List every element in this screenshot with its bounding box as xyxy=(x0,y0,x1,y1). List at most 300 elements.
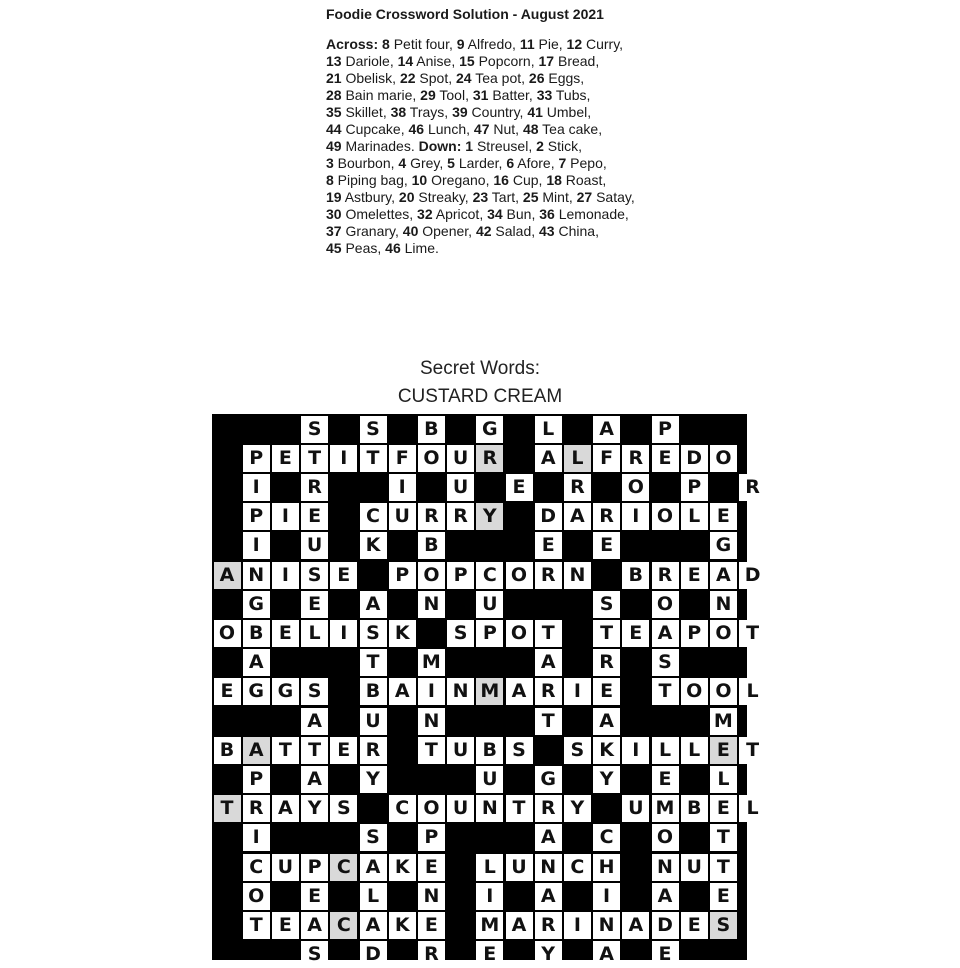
answer-word: Bourbon, xyxy=(333,155,399,171)
grid-cell: N xyxy=(710,591,737,618)
clue-number: 43 xyxy=(539,223,555,239)
grid-cell: D xyxy=(681,445,708,472)
grid-cell: S xyxy=(360,620,387,647)
grid-cell: U xyxy=(360,708,387,735)
grid-cell: N xyxy=(476,795,503,822)
grid-cell: I xyxy=(272,503,299,530)
grid-cell: C xyxy=(330,912,357,939)
grid-cell: E xyxy=(652,941,679,968)
clue-number: 29 xyxy=(420,87,436,103)
grid-cell: B xyxy=(681,795,708,822)
grid-cell: A xyxy=(360,591,387,618)
grid-cell: E xyxy=(418,854,445,881)
grid-cell: L xyxy=(535,416,562,443)
grid-cell: G xyxy=(243,591,270,618)
answer-word: Popcorn, xyxy=(474,53,539,69)
grid-cell: P xyxy=(389,562,416,589)
answer-word: Pepo, xyxy=(566,155,607,171)
clue-number: 46 xyxy=(408,121,425,137)
grid-cell: E xyxy=(214,678,241,705)
grid-cell: G xyxy=(243,678,270,705)
grid-cell: E xyxy=(681,562,708,589)
clue-number: 22 xyxy=(399,70,416,86)
grid-cell: E xyxy=(330,737,357,764)
answers-text xyxy=(326,36,686,257)
clue-number: 12 xyxy=(566,36,583,52)
grid-cell: E xyxy=(330,562,357,589)
answer-word: Pie, xyxy=(534,36,567,52)
grid-cell: E xyxy=(506,474,533,501)
clue-number: 37 xyxy=(326,223,342,239)
grid-cell: U xyxy=(622,795,649,822)
grid-cell: E xyxy=(652,766,679,793)
grid-cell: E xyxy=(710,883,737,910)
grid-cell: E xyxy=(710,503,737,530)
grid-cell: T xyxy=(301,737,328,764)
grid-cell: L xyxy=(301,620,328,647)
grid-cell: Y xyxy=(301,795,328,822)
grid-cell: Y xyxy=(360,766,387,793)
answer-word: Streaky, xyxy=(414,189,473,205)
answer-word: China, xyxy=(554,223,599,239)
answer-word: Oregano, xyxy=(427,172,494,188)
grid-cell: E xyxy=(301,883,328,910)
grid-cell: E xyxy=(710,795,737,822)
clue-number: 11 xyxy=(519,36,535,52)
clue-number: 2 xyxy=(536,138,544,154)
grid-cell: E xyxy=(418,912,445,939)
grid-cell: R xyxy=(243,795,270,822)
grid-cell: B xyxy=(622,562,649,589)
answer-word: Omelettes, xyxy=(341,206,418,222)
answer-word: Stick, xyxy=(543,138,583,154)
grid-cell: G xyxy=(476,416,503,443)
answer-word: Country, xyxy=(467,104,528,120)
grid-cell: A xyxy=(652,620,679,647)
grid-cell: B xyxy=(476,737,503,764)
clue-number: 31 xyxy=(472,87,489,103)
answer-word: Umbel, xyxy=(542,104,592,120)
grid-cell: T xyxy=(272,737,299,764)
grid-cell: T xyxy=(360,649,387,676)
grid-cell: I xyxy=(476,883,503,910)
grid-cell: A xyxy=(301,766,328,793)
clue-number: 24 xyxy=(455,70,472,86)
grid-cell: A xyxy=(272,795,299,822)
answer-word: Anise, xyxy=(413,53,460,69)
grid-cell: A xyxy=(243,649,270,676)
grid-cell: A xyxy=(243,737,270,764)
grid-cell: C xyxy=(476,562,503,589)
grid-cell: E xyxy=(476,941,503,968)
grid-cell: T xyxy=(360,445,387,472)
grid-cell: A xyxy=(593,941,620,968)
grid-cell: E xyxy=(593,678,620,705)
grid-cell: B xyxy=(418,532,445,559)
grid-cell: C xyxy=(564,854,591,881)
grid-cell: R xyxy=(535,678,562,705)
grid-cell: R xyxy=(418,503,445,530)
grid-cell: P xyxy=(681,474,708,501)
grid-cell: O xyxy=(710,445,737,472)
grid-cell: T xyxy=(739,737,766,764)
grid-cell: L xyxy=(652,737,679,764)
grid-cell: I xyxy=(330,445,357,472)
grid-cell: N xyxy=(535,854,562,881)
grid-cell: S xyxy=(652,649,679,676)
answers-line xyxy=(326,155,686,172)
grid-cell: D xyxy=(652,912,679,939)
grid-cell: H xyxy=(593,854,620,881)
grid-cell: T xyxy=(739,620,766,647)
grid-cell: U xyxy=(476,591,503,618)
clue-number: 41 xyxy=(527,104,543,120)
answer-word: Larder, xyxy=(454,155,507,171)
grid-cell: I xyxy=(622,737,649,764)
grid-cell: R xyxy=(535,912,562,939)
answer-word: Skillet, xyxy=(341,104,391,120)
crossword-grid xyxy=(212,414,761,966)
answer-word: Piping bag, xyxy=(333,172,412,188)
clue-number: 16 xyxy=(493,172,509,188)
grid-cell: N xyxy=(418,591,445,618)
answer-word: Alfredo, xyxy=(464,36,520,52)
grid-cell: K xyxy=(360,532,387,559)
grid-cell: O xyxy=(506,562,533,589)
grid-cell: B xyxy=(214,737,241,764)
answer-word: Granary, xyxy=(341,223,403,239)
grid-cell: I xyxy=(564,678,591,705)
grid-cell: A xyxy=(535,883,562,910)
answer-word: Obelisk, xyxy=(341,70,400,86)
answer-word: Marinades. xyxy=(341,138,419,154)
grid-cell: B xyxy=(418,416,445,443)
grid-cell: T xyxy=(652,678,679,705)
clue-number: 26 xyxy=(528,70,545,86)
answer-word: Peas, xyxy=(341,240,386,256)
grid-cell: A xyxy=(535,824,562,851)
answers-line xyxy=(326,36,686,53)
clue-number: 40 xyxy=(402,223,419,239)
grid-cell: I xyxy=(418,678,445,705)
grid-cell: E xyxy=(301,591,328,618)
grid-cell: I xyxy=(243,474,270,501)
grid-cell: S xyxy=(301,416,328,443)
secret-words: CUSTARD CREAM xyxy=(397,386,563,407)
grid-cell: S xyxy=(301,678,328,705)
answer-word: Petit four, xyxy=(389,36,457,52)
grid-cell: Y xyxy=(593,766,620,793)
grid-cell: O xyxy=(652,824,679,851)
clue-number: 23 xyxy=(472,189,489,205)
grid-cell: P xyxy=(652,416,679,443)
grid-cell: U xyxy=(301,532,328,559)
clue-number: 34 xyxy=(487,206,503,222)
grid-cell: G xyxy=(272,678,299,705)
clue-number: Down: 1 xyxy=(418,138,474,154)
clue-number: 4 xyxy=(398,155,407,171)
clue-number: 9 xyxy=(456,36,465,52)
clue-number: 33 xyxy=(536,87,553,103)
grid-cell: A xyxy=(214,562,241,589)
grid-cell: A xyxy=(622,912,649,939)
grid-cell: L xyxy=(564,445,591,472)
grid-cell: E xyxy=(681,912,708,939)
grid-cell: C xyxy=(389,795,416,822)
grid-cell: A xyxy=(593,708,620,735)
clue-number: Across: 8 xyxy=(326,36,390,52)
grid-cell: C xyxy=(330,854,357,881)
grid-cell: S xyxy=(564,737,591,764)
grid-cell: A xyxy=(710,562,737,589)
clue-number: 27 xyxy=(576,189,593,205)
answer-word: Tubs, xyxy=(552,87,591,103)
clue-number: 47 xyxy=(473,121,490,137)
clue-number: 15 xyxy=(459,53,475,69)
answers-line xyxy=(326,189,686,206)
answer-word: Salad, xyxy=(491,223,540,239)
grid-cell: N xyxy=(564,562,591,589)
grid-cell: O xyxy=(418,795,445,822)
grid-cell: S xyxy=(506,737,533,764)
grid-cell: R xyxy=(564,474,591,501)
grid-cell: T xyxy=(710,854,737,881)
grid-cell: B xyxy=(243,620,270,647)
grid-cell: F xyxy=(593,445,620,472)
grid-cell: T xyxy=(214,795,241,822)
grid-cell: T xyxy=(593,620,620,647)
answer-word: Mint, xyxy=(538,189,577,205)
grid-cell: I xyxy=(389,474,416,501)
grid-cell: P xyxy=(476,620,503,647)
grid-cell: C xyxy=(243,854,270,881)
grid-cell: U xyxy=(389,503,416,530)
grid-cell: M xyxy=(652,795,679,822)
grid-cell: I xyxy=(243,824,270,851)
grid-cell: N xyxy=(593,912,620,939)
grid-cell: I xyxy=(243,532,270,559)
clue-number: 18 xyxy=(546,172,562,188)
answer-word: Roast, xyxy=(561,172,607,188)
answers-line xyxy=(326,87,686,104)
answer-word: Bun, xyxy=(502,206,540,222)
grid-cell: D xyxy=(535,503,562,530)
grid-cell: Y xyxy=(564,795,591,822)
grid-cell: T xyxy=(506,795,533,822)
clue-number: 20 xyxy=(398,189,415,205)
clue-number: 8 xyxy=(326,172,334,188)
grid-cell: E xyxy=(272,620,299,647)
answer-word: Nut, xyxy=(489,121,523,137)
grid-cell: M xyxy=(476,912,503,939)
grid-cell: E xyxy=(710,737,737,764)
clue-number: 48 xyxy=(522,121,539,137)
grid-cell: U xyxy=(681,854,708,881)
answer-word: Lemonade, xyxy=(554,206,629,222)
grid-cell: L xyxy=(710,766,737,793)
grid-cell: U xyxy=(272,854,299,881)
grid-cell: E xyxy=(301,503,328,530)
grid-cell: D xyxy=(360,941,387,968)
grid-cell: O xyxy=(710,620,737,647)
grid-cell: A xyxy=(535,649,562,676)
grid-cell: A xyxy=(564,503,591,530)
answers-line xyxy=(326,206,686,223)
grid-cell: N xyxy=(243,562,270,589)
grid-cell: S xyxy=(301,941,328,968)
grid-cell: O xyxy=(214,620,241,647)
grid-cell: R xyxy=(622,445,649,472)
grid-cell: R xyxy=(476,445,503,472)
grid-cell: E xyxy=(622,620,649,647)
grid-cell: U xyxy=(447,795,474,822)
grid-cell: A xyxy=(506,678,533,705)
grid-cell: P xyxy=(681,620,708,647)
grid-cell: U xyxy=(447,474,474,501)
grid-cell: O xyxy=(681,678,708,705)
answer-word: Astbury, xyxy=(341,189,399,205)
clue-number: 49 xyxy=(326,138,342,154)
answer-word: Tart, xyxy=(488,189,523,205)
clue-number: 36 xyxy=(539,206,555,222)
answer-word: Tea cake, xyxy=(538,121,603,137)
grid-cell: U xyxy=(447,445,474,472)
grid-cell: P xyxy=(243,766,270,793)
answer-word: Afore, xyxy=(514,155,559,171)
answer-word: Bain marie, xyxy=(341,87,421,103)
answers-line xyxy=(326,70,686,87)
grid-cell: E xyxy=(593,532,620,559)
grid-cell: S xyxy=(360,416,387,443)
answer-word: Eggs, xyxy=(544,70,585,86)
secret-words-label: Secret Words: xyxy=(419,358,541,379)
grid-cell: T xyxy=(535,708,562,735)
clue-number: 6 xyxy=(506,155,515,171)
answer-word: Satay, xyxy=(592,189,635,205)
answer-word: Streusel, xyxy=(473,138,537,154)
grid-cell: K xyxy=(389,854,416,881)
grid-cell: R xyxy=(447,503,474,530)
clue-number: 42 xyxy=(475,223,492,239)
grid-cell: O xyxy=(418,445,445,472)
grid-cell: O xyxy=(243,883,270,910)
answer-word: Cup, xyxy=(508,172,547,188)
clue-number: 39 xyxy=(452,104,468,120)
answer-word: Lunch, xyxy=(424,121,474,137)
clue-number: 25 xyxy=(522,189,539,205)
clue-number: 3 xyxy=(326,155,334,171)
clue-number: 14 xyxy=(397,53,414,69)
answer-word: Lime. xyxy=(400,240,439,256)
clue-number: 46 xyxy=(385,240,401,256)
grid-cell: L xyxy=(739,795,766,822)
grid-cell: U xyxy=(447,737,474,764)
grid-cell: A xyxy=(506,912,533,939)
clue-number: 21 xyxy=(326,70,342,86)
clue-number: 7 xyxy=(558,155,567,171)
grid-cell: T xyxy=(710,824,737,851)
grid-cell: T xyxy=(535,620,562,647)
grid-cell: E xyxy=(272,912,299,939)
grid-cell: R xyxy=(301,474,328,501)
grid-cell: R xyxy=(418,941,445,968)
grid-cell: O xyxy=(652,591,679,618)
grid-cell: A xyxy=(652,883,679,910)
grid-cell: T xyxy=(243,912,270,939)
clue-number: 28 xyxy=(326,87,342,103)
answer-word: Opener, xyxy=(418,223,476,239)
grid-cell: I xyxy=(622,503,649,530)
grid-cell: I xyxy=(272,562,299,589)
grid-cell: L xyxy=(681,737,708,764)
grid-cell: L xyxy=(739,678,766,705)
grid-cell: C xyxy=(360,503,387,530)
grid-cell: M xyxy=(476,678,503,705)
answers-line xyxy=(326,172,686,189)
grid-cell: C xyxy=(593,824,620,851)
answer-word: Batter, xyxy=(488,87,537,103)
grid-cell: A xyxy=(593,416,620,443)
answers-line xyxy=(326,138,686,155)
grid-cell: N xyxy=(447,678,474,705)
answer-word: Tea pot, xyxy=(471,70,529,86)
grid-cell: U xyxy=(476,766,503,793)
grid-cell: T xyxy=(418,737,445,764)
grid-cell: R xyxy=(739,474,766,501)
grid-cell: R xyxy=(360,737,387,764)
grid-cell: E xyxy=(272,445,299,472)
answer-word: Dariole, xyxy=(341,53,398,69)
grid-cell: O xyxy=(652,503,679,530)
answer-word: Spot, xyxy=(415,70,456,86)
clue-number: 19 xyxy=(326,189,342,205)
grid-cell: P xyxy=(447,562,474,589)
clue-number: 17 xyxy=(538,53,555,69)
clue-number: 10 xyxy=(411,172,428,188)
clue-number: 44 xyxy=(326,121,342,137)
grid-cell: K xyxy=(593,737,620,764)
grid-cell: R xyxy=(593,503,620,530)
answer-word: Apricot, xyxy=(432,206,488,222)
grid-cell: T xyxy=(301,445,328,472)
answers-line xyxy=(326,104,686,121)
answers-line xyxy=(326,240,686,257)
grid-cell: A xyxy=(360,854,387,881)
grid-cell: O xyxy=(418,562,445,589)
grid-cell: I xyxy=(593,883,620,910)
clue-number: 13 xyxy=(326,53,342,69)
grid-cell: G xyxy=(535,766,562,793)
grid-cell: M xyxy=(418,649,445,676)
grid-cell: K xyxy=(389,912,416,939)
answer-word: Trays, xyxy=(406,104,453,120)
grid-cell: K xyxy=(389,620,416,647)
answer-word: Grey, xyxy=(406,155,448,171)
grid-cell: R xyxy=(535,795,562,822)
answers-line xyxy=(326,121,686,138)
grid-cell: I xyxy=(564,912,591,939)
grid-cell: P xyxy=(243,503,270,530)
answer-word: Cupcake, xyxy=(341,121,409,137)
grid-cell: Y xyxy=(476,503,503,530)
grid-cell: S xyxy=(593,591,620,618)
grid-cell: A xyxy=(301,912,328,939)
grid-cell: F xyxy=(389,445,416,472)
answers-line xyxy=(326,53,686,70)
grid-cell: N xyxy=(418,708,445,735)
answer-word: Tool, xyxy=(435,87,473,103)
grid-cell: A xyxy=(301,708,328,735)
